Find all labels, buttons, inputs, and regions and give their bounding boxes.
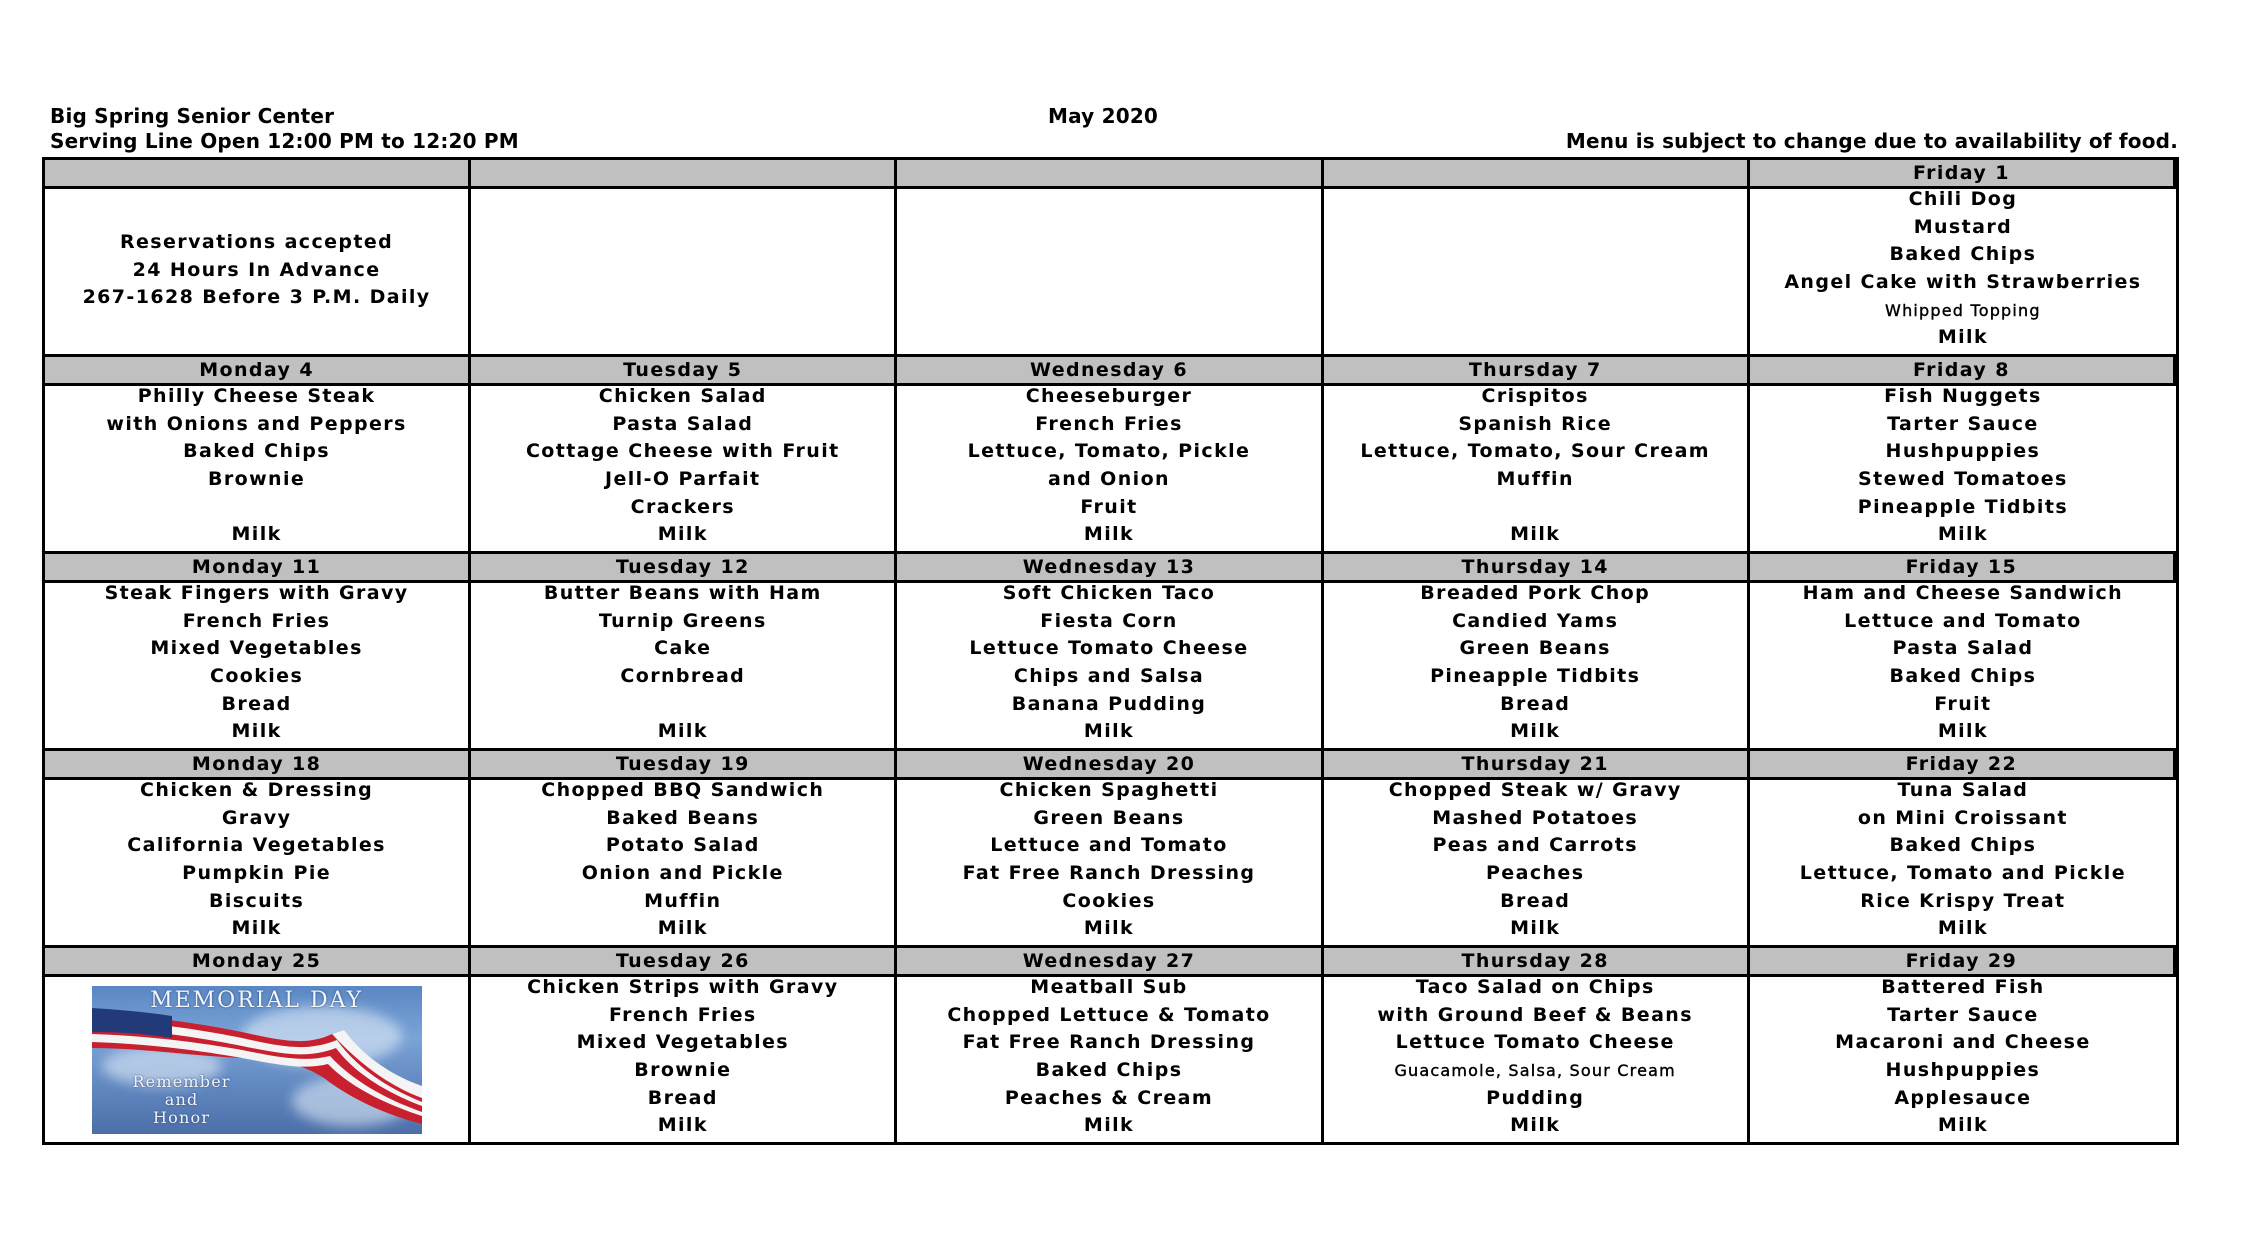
- menu-item: Bread: [221, 692, 292, 715]
- menu-item: Brownie: [634, 1058, 732, 1081]
- day-header: [897, 160, 1323, 189]
- menu-item: with Onions and Peppers: [106, 412, 407, 435]
- day-header: [45, 160, 471, 189]
- day-menu-cell: [471, 386, 897, 551]
- menu-item: Milk: [1083, 917, 1135, 940]
- menu-item: Baked Chips: [183, 440, 330, 463]
- day-menu-cell: [1324, 189, 1750, 354]
- menu-item: Pineapple Tidbits: [1430, 664, 1641, 687]
- week-row: [45, 354, 2176, 551]
- menu-item: Turnip Greens: [598, 609, 767, 632]
- day-header: Monday 4: [45, 354, 471, 386]
- menu-item: Soft Chicken Taco: [1002, 581, 1216, 604]
- menu-item: Chicken Strips with Gravy: [527, 975, 839, 998]
- menu-item: Bread: [1500, 889, 1571, 912]
- menu-item: Baked Beans: [606, 806, 760, 829]
- menu-item: Fiesta Corn: [1040, 609, 1178, 632]
- menu-item: Hushpuppies: [1885, 1058, 2041, 1081]
- day-header: Friday 15: [1750, 551, 2176, 583]
- menu-item: Milk: [1083, 1114, 1135, 1137]
- day-header: [1324, 160, 1750, 189]
- day-menu-cell: [897, 189, 1323, 354]
- menu-item: Fat Free Ranch Dressing: [962, 861, 1256, 884]
- menu-item: Biscuits: [208, 889, 305, 912]
- memorial-day-title: MEMORIAL DAY: [150, 988, 364, 1013]
- menu-item: Jell-O Parfait: [605, 467, 761, 490]
- menu-month: May 2020: [1048, 104, 1159, 128]
- day-menu-cell: [1324, 386, 1750, 551]
- menu-item: Steak Fingers with Gravy: [104, 581, 409, 604]
- day-menu-cell: [45, 977, 471, 1142]
- menu-item: Applesauce: [1894, 1086, 2032, 1109]
- menu-item: Taco Salad on Chips: [1415, 975, 1655, 998]
- menu-item: Baked Chips: [1035, 1058, 1183, 1081]
- menu-item: Milk: [1083, 720, 1135, 743]
- day-menu-cell: [471, 189, 897, 354]
- menu-item: Muffin: [1496, 467, 1574, 490]
- day-header: Thursday 14: [1324, 551, 1750, 583]
- menu-item: Baked Chips: [1889, 664, 2037, 687]
- menu-item: Milk: [231, 720, 282, 743]
- menu-item: Milk: [657, 917, 708, 940]
- menu-item: Lettuce, Tomato and Pickle: [1799, 861, 2127, 884]
- menu-item: Meatball Sub: [1030, 975, 1188, 998]
- menu-item: Hushpuppies: [1885, 440, 2041, 463]
- menu-item: Peaches: [1485, 861, 1585, 884]
- day-menu-cell: [471, 780, 897, 945]
- menu-item: with Ground Beef & Beans: [1377, 1003, 1693, 1026]
- menu-item: Macaroni and Cheese: [1835, 1031, 2091, 1054]
- day-header: Friday 8: [1750, 354, 2176, 386]
- day-header: Wednesday 20: [897, 748, 1323, 780]
- day-menu-cell: [1750, 386, 2176, 551]
- day-header: Wednesday 6: [897, 354, 1323, 386]
- day-header: Tuesday 19: [471, 748, 897, 780]
- menu-item: Tarter Sauce: [1887, 412, 2039, 435]
- day-menu-cell: [1324, 977, 1750, 1142]
- menu-item: Fat Free Ranch Dressing: [962, 1031, 1256, 1054]
- day-header: [471, 160, 897, 189]
- day-menu-cell: [1750, 977, 2176, 1142]
- menu-item: Lettuce and Tomato: [1844, 609, 2082, 632]
- menu-item: Crispitos: [1481, 384, 1589, 407]
- menu-item: Chicken Salad: [598, 384, 767, 407]
- day-menu-cell: [471, 583, 897, 748]
- menu-item: Chopped Lettuce & Tomato: [947, 1003, 1271, 1026]
- menu-disclaimer: Menu is subject to change due to availability of food.: [1565, 129, 2178, 153]
- menu-item: Milk: [1510, 917, 1561, 940]
- day-menu-cell: [471, 977, 897, 1142]
- menu-item: Green Beans: [1459, 637, 1611, 660]
- menu-item: Mashed Potatoes: [1432, 806, 1639, 829]
- day-menu-cell: [1750, 780, 2176, 945]
- day-menu-cell: [897, 977, 1323, 1142]
- day-menu-cell: [45, 583, 471, 748]
- menu-item: Lettuce, Tomato, Pickle: [967, 440, 1251, 463]
- menu-item: Mustard: [1913, 215, 2013, 238]
- menu-item: Spanish Rice: [1458, 412, 1613, 435]
- menu-item: Milk: [1937, 326, 1988, 349]
- menu-item: Chicken Spaghetti: [999, 778, 1219, 801]
- menu-item: Muffin: [644, 889, 722, 912]
- day-header: Thursday 7: [1324, 354, 1750, 386]
- day-menu-cell: [45, 386, 471, 551]
- menu-item: Candied Yams: [1452, 609, 1619, 632]
- menu-item: Milk: [657, 1114, 708, 1137]
- day-menu-cell: [1750, 583, 2176, 748]
- day-header: Friday 29: [1750, 945, 2176, 977]
- day-menu-cell: [897, 386, 1323, 551]
- menu-item: Milk: [1937, 917, 1988, 940]
- week-row: [45, 160, 2176, 354]
- day-header: Thursday 21: [1324, 748, 1750, 780]
- day-menu-cell: [45, 780, 471, 945]
- day-menu-cell: [1324, 583, 1750, 748]
- menu-item: Peas and Carrots: [1432, 834, 1638, 857]
- menu-item: Milk: [231, 917, 282, 940]
- day-header: Wednesday 13: [897, 551, 1323, 583]
- week-row: [45, 551, 2176, 748]
- reservation-info-line: 267-1628 Before 3 P.M. Daily: [82, 286, 431, 309]
- menu-item: Cookies: [209, 664, 304, 687]
- day-header: Thursday 28: [1324, 945, 1750, 977]
- day-header: Tuesday 12: [471, 551, 897, 583]
- menu-item: Baked Chips: [1889, 243, 2037, 266]
- reservation-info-line: 24 Hours In Advance: [132, 258, 381, 281]
- menu-item: Milk: [657, 523, 708, 546]
- menu-item: and Onion: [1048, 467, 1170, 490]
- menu-item: Guacamole, Salsa, Sour Cream: [1394, 1060, 1676, 1080]
- menu-item: Crackers: [630, 495, 735, 518]
- menu-item: Milk: [1937, 523, 1988, 546]
- menu-item: French Fries: [608, 1003, 757, 1026]
- menu-item: Chips and Salsa: [1013, 664, 1205, 687]
- menu-item: French Fries: [1035, 412, 1183, 435]
- day-menu-cell: [1324, 780, 1750, 945]
- day-menu-cell: [897, 780, 1323, 945]
- menu-item: Potato Salad: [605, 834, 760, 857]
- menu-item: Bread: [1500, 692, 1571, 715]
- menu-item: Mixed Vegetables: [150, 637, 363, 660]
- menu-item: Chopped BBQ Sandwich: [541, 778, 825, 801]
- menu-item: Milk: [657, 720, 708, 743]
- menu-item: Milk: [1510, 1114, 1561, 1137]
- menu-item: Pasta Salad: [1892, 637, 2034, 660]
- menu-item: Pumpkin Pie: [182, 861, 332, 884]
- menu-item: Cheeseburger: [1025, 384, 1193, 407]
- day-header: Monday 11: [45, 551, 471, 583]
- menu-item: Breaded Pork Chop: [1420, 581, 1651, 604]
- day-header: Friday 1: [1750, 160, 2176, 189]
- menu-item: Lettuce Tomato Cheese: [969, 637, 1249, 660]
- menu-item: Peaches & Cream: [1004, 1086, 1214, 1109]
- menu-item: Milk: [1937, 720, 1988, 743]
- menu-item: Baked Chips: [1889, 834, 2037, 857]
- menu-item: Cake: [654, 637, 712, 660]
- menu-item: Lettuce, Tomato, Sour Cream: [1360, 440, 1710, 463]
- menu-item: Banana Pudding: [1011, 692, 1207, 715]
- day-header: Tuesday 26: [471, 945, 897, 977]
- menu-item: Ham and Cheese Sandwich: [1802, 581, 2124, 604]
- menu-item: Butter Beans with Ham: [543, 581, 822, 604]
- menu-item: Chili Dog: [1908, 187, 2018, 210]
- day-menu-cell: [897, 583, 1323, 748]
- reservation-info-cell: [45, 189, 471, 354]
- menu-item: Brownie: [208, 467, 306, 490]
- menu-item: Milk: [1510, 523, 1561, 546]
- menu-calendar-table: [42, 157, 2179, 1145]
- menu-item: Rice Krispy Treat: [1860, 889, 2066, 912]
- menu-item: Green Beans: [1033, 806, 1185, 829]
- menu-item: Cornbread: [620, 664, 746, 687]
- memorial-day-subtitle-3: Honor: [153, 1108, 211, 1127]
- menu-item: Fruit: [1934, 692, 1992, 715]
- menu-item: on Mini Croissant: [1857, 806, 2068, 829]
- menu-item: Fruit: [1080, 495, 1138, 518]
- menu-item: Battered Fish: [1881, 975, 2045, 998]
- menu-item: Milk: [1510, 720, 1561, 743]
- menu-item: Whipped Topping: [1885, 300, 2041, 320]
- menu-item: Onion and Pickle: [581, 861, 784, 884]
- memorial-day-image: [92, 986, 422, 1134]
- menu-item: Cottage Cheese with Fruit: [525, 440, 840, 463]
- day-header: Monday 25: [45, 945, 471, 977]
- menu-item: Milk: [1083, 523, 1135, 546]
- menu-item: Chopped Steak w/ Gravy: [1388, 778, 1682, 801]
- serving-hours: Serving Line Open 12:00 PM to 12:20 PM: [50, 129, 519, 153]
- menu-item: Pineapple Tidbits: [1857, 495, 2069, 518]
- menu-item: Tarter Sauce: [1887, 1003, 2039, 1026]
- day-header: Wednesday 27: [897, 945, 1323, 977]
- menu-item: Pudding: [1486, 1086, 1585, 1109]
- menu-item: Stewed Tomatoes: [1858, 467, 2068, 490]
- menu-item: Bread: [647, 1086, 718, 1109]
- menu-item: Milk: [231, 523, 282, 546]
- center-name: Big Spring Senior Center: [50, 104, 335, 128]
- memorial-day-subtitle-2: and: [164, 1090, 199, 1109]
- week-row: [45, 748, 2176, 945]
- menu-item: Fish Nuggets: [1884, 384, 2042, 407]
- menu-item: Philly Cheese Steak: [137, 384, 376, 407]
- menu-item: Gravy: [221, 806, 292, 829]
- menu-item: Lettuce Tomato Cheese: [1395, 1031, 1675, 1054]
- memorial-day-subtitle-1: Remember: [132, 1072, 231, 1091]
- day-header: Monday 18: [45, 748, 471, 780]
- menu-item: Pasta Salad: [612, 412, 754, 435]
- menu-item: California Vegetables: [127, 834, 386, 857]
- menu-item: French Fries: [182, 609, 331, 632]
- week-row: [45, 945, 2176, 1142]
- menu-item: Lettuce and Tomato: [990, 834, 1228, 857]
- menu-item: Cookies: [1062, 889, 1156, 912]
- reservation-info-line: Reservations accepted: [119, 230, 394, 253]
- day-header: Tuesday 5: [471, 354, 897, 386]
- day-menu-cell: [1750, 189, 2176, 354]
- menu-item: Tuna Salad: [1897, 778, 2029, 801]
- menu-item: Milk: [1937, 1114, 1988, 1137]
- menu-item: Mixed Vegetables: [576, 1031, 789, 1054]
- menu-item: Chicken & Dressing: [140, 778, 374, 801]
- menu-item: Angel Cake with Strawberries: [1784, 270, 2142, 293]
- day-header: Friday 22: [1750, 748, 2176, 780]
